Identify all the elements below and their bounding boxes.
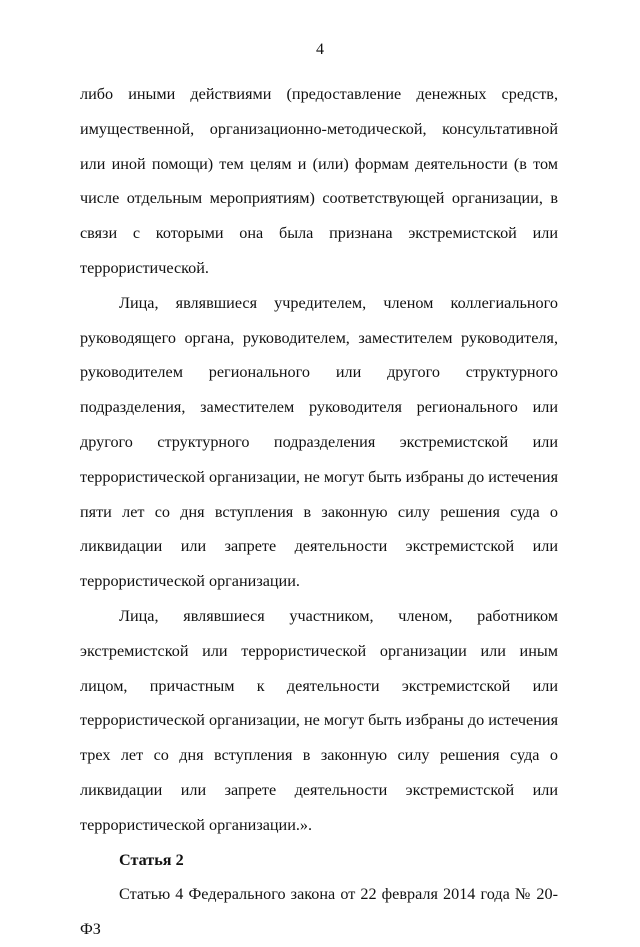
paragraph-founders-restriction: Лица, являвшиеся учредителем, членом коллегиального руководящего органа, руководителем, заместителем руководителя, руководителем регионального или другого структурного подразделения, заместителем руководителя регионального или другого структурного подразделения экстремистской или террористической организации, не могут быть избраны до истечения пяти лет со дня вступления в законную силу решения суда о ликвидации или запрете деятельности экстремистской или террористической организации.	[80, 293, 559, 591]
page-number: 4	[316, 41, 324, 58]
paragraph-participants-restriction: Лица, являвшиеся участником, членом, работником экстремистской или террористической организации или иным лицом, причастным к деятельности экстремистской или террористической организации, не могут быть избраны до истечения трех лет со дня вступления в законную силу решения суда о ликвидации или запрете деятельности экстремистской или террористической организации.».	[80, 606, 559, 834]
paragraph-continuation: либо иными действиями (предоставление денежных средств, имущественной, организационно-методической, консультативной или иной помощи) тем целям и (или) формам деятельности (в том числе отдельным мероприятиям) соответствующей организации, в связи с которыми она была признана экстремистской или террористической.	[80, 85, 558, 277]
article-text: Статью 4 Федерального закона от 22 февраля 2014 года № 20-ФЗ	[80, 885, 558, 939]
document-body	[80, 77, 558, 947]
article-heading: Статья 2	[119, 850, 184, 869]
